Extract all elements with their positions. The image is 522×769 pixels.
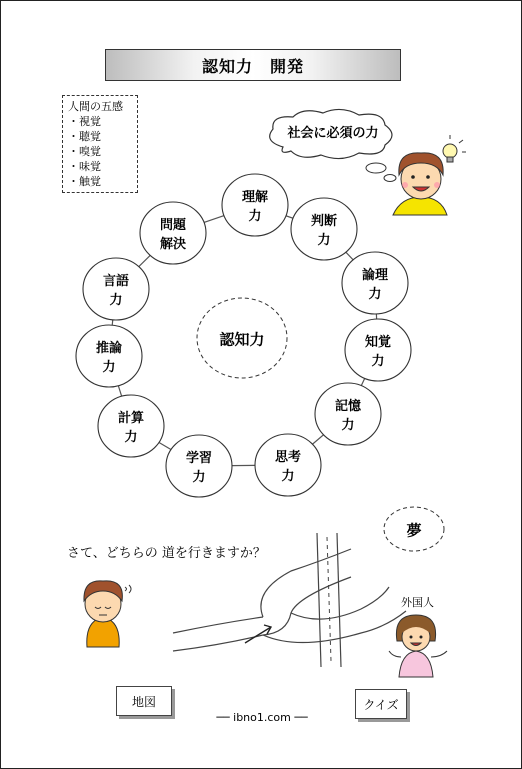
foreign-woman-illustration: [389, 615, 447, 677]
ability-label: 論理: [361, 268, 389, 283]
ability-label: 力: [341, 418, 355, 433]
ability-node: [345, 319, 411, 381]
dream-label: 夢: [406, 521, 422, 540]
footer-site-link: ── ibno1.com ──: [216, 711, 308, 724]
ability-node: [140, 202, 206, 264]
sense-item: ・視覚: [68, 115, 101, 128]
ability-node: [83, 258, 149, 320]
ability-label: 力: [192, 470, 206, 485]
thought-cloud: [270, 109, 396, 181]
ability-label: 力: [281, 469, 295, 484]
ability-node: [291, 198, 357, 260]
ability-label: 力: [124, 430, 138, 445]
question-text: さて、どちらの 道を行きますか？: [67, 546, 266, 561]
ability-label: 力: [368, 287, 382, 302]
ability-node: [315, 383, 381, 445]
quiz-note-card: クイズ: [355, 689, 407, 719]
ability-label: 言語: [102, 274, 130, 289]
thought-bubble-text: 社会に必須の力: [287, 126, 379, 141]
ability-label: 力: [371, 354, 385, 369]
diagram-canvas: [1, 1, 521, 768]
sense-item: ・味覚: [68, 160, 101, 173]
ability-label: 解決: [159, 237, 187, 252]
ability-node: [98, 395, 164, 457]
ability-node: [166, 435, 232, 497]
ability-label: 力: [317, 233, 331, 248]
ability-label: 計算: [117, 411, 145, 426]
ability-node: [76, 325, 142, 387]
ability-label: 思考: [274, 450, 302, 465]
ability-node: [255, 434, 321, 496]
sense-item: ・嗅覚: [68, 145, 101, 158]
page-title: 認知力 開発: [105, 49, 401, 81]
center-label: 認知力: [219, 330, 265, 349]
boy-bowing-illustration: [84, 581, 131, 647]
center-node: [197, 298, 287, 378]
ability-label: 力: [102, 360, 116, 375]
dream-node: [384, 507, 444, 551]
ability-node: [222, 174, 288, 236]
ability-label: 記憶: [334, 399, 362, 414]
ability-label: 判断: [310, 214, 338, 229]
ability-label: 問題: [159, 218, 187, 233]
ability-label: 知覚: [364, 335, 392, 350]
ability-label: 力: [248, 209, 262, 224]
lightbulb-icon: [443, 135, 466, 162]
foreigner-label: 外国人: [401, 596, 434, 609]
map-note-card: 地図: [116, 686, 172, 716]
sense-item: ・触覚: [68, 175, 101, 188]
sense-item: ・聴覚: [68, 130, 101, 143]
five-senses-heading: 人間の五感: [68, 100, 123, 113]
ability-label: 学習: [185, 451, 213, 466]
boy-idea-illustration: [393, 153, 447, 215]
ability-label: 力: [109, 293, 123, 308]
ability-label: 理解: [241, 190, 269, 205]
ability-node: [342, 252, 408, 314]
ability-label: 推論: [95, 341, 123, 356]
